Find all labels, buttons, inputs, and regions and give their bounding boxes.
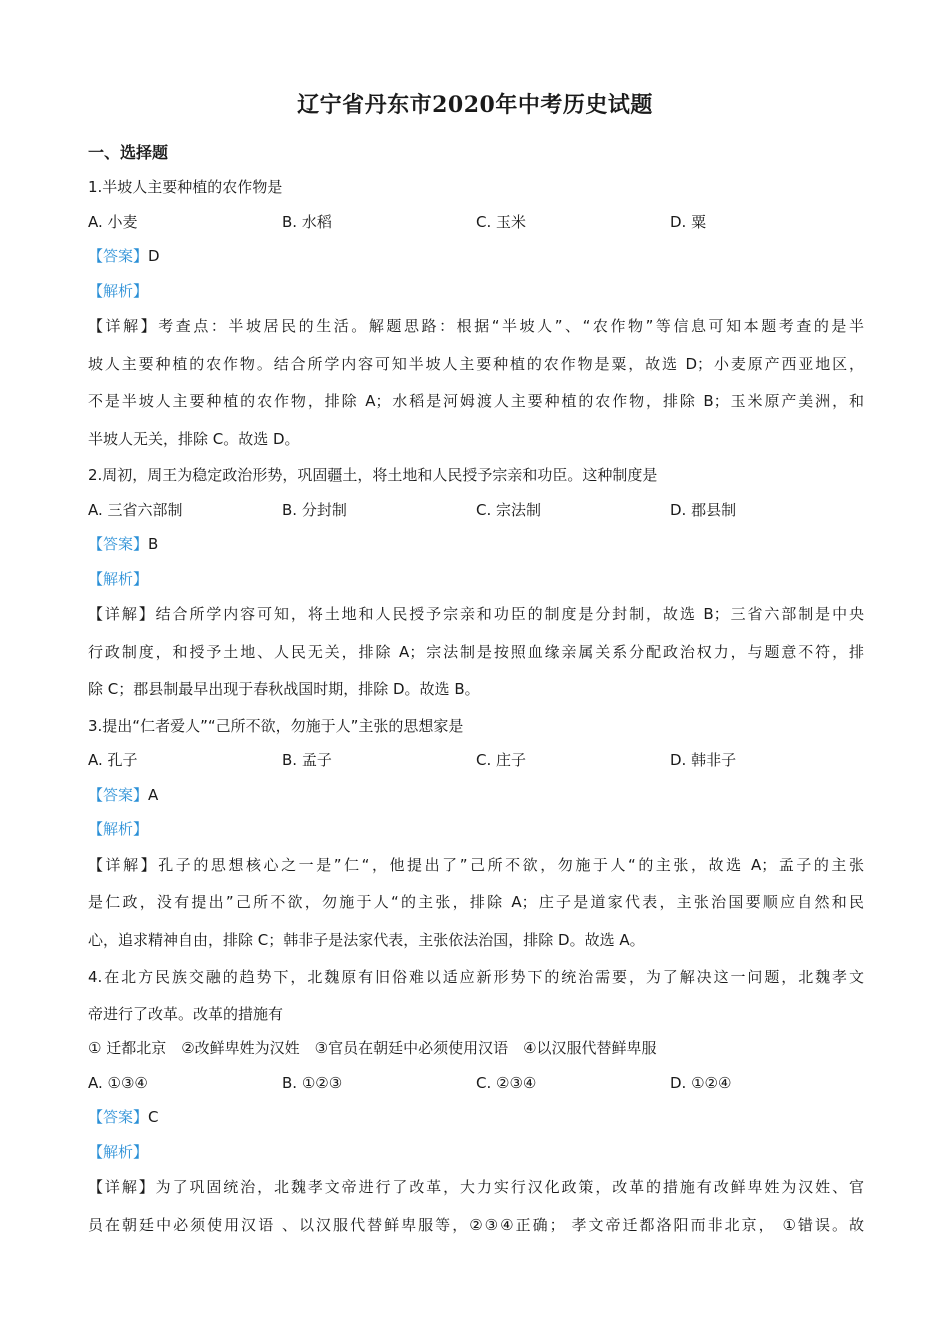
question-2-options <box>88 493 864 528</box>
question-1-options <box>88 205 864 240</box>
detail-line <box>88 1169 864 1207</box>
option-d: D. 郡县制 <box>670 500 737 519</box>
detail-text: 孔子的思想核心之一是”仁“，他提出了”己所不欲，勿施于人“的主张，故选 A；孟子的主张 <box>158 855 864 874</box>
answer-tag: 【答案】 <box>88 1108 149 1126</box>
option-a: A. ①③④ <box>88 1073 148 1092</box>
detail-line: 员在朝廷中必须使用汉语 、以汉服代替鲜卑服等，②③④正确； 孝文帝迁都洛阳而非北京， ①错误。故 <box>88 1215 864 1234</box>
analysis-tag: 【解析】 <box>88 1142 149 1161</box>
question-3-options <box>88 743 864 778</box>
answer-tag: 【答案】 <box>88 785 149 804</box>
option-c: C. 玉米 <box>476 212 527 231</box>
question-2-analysis <box>88 562 864 597</box>
question-3-stem: 3.提出“仁者爱人”“己所不欲，勿施于人”主张的思想家是 <box>88 716 464 735</box>
question-4-stem-line: 4.在北方民族交融的趋势下，北魏原有旧俗难以适应新形势下的统治需要，为了解决这一问题，北魏孝文 <box>88 968 864 986</box>
question-4-measures: ① 迁都北京 ②改鲜卑姓为汉姓 ③官员在朝廷中必须使用汉语 ④以汉服代替鲜卑服 <box>88 1039 657 1057</box>
detail-line <box>88 596 864 634</box>
detail-line <box>88 847 864 885</box>
question-4-answer <box>88 1100 864 1135</box>
option-d: D. 粟 <box>670 212 707 231</box>
question-1-analysis <box>88 274 864 309</box>
question-4-stem-line: 帝进行了改革。改革的措施有 <box>88 1004 284 1023</box>
detail-line: 除 C；郡县制最早出现于春秋战国时期，排除 D。故选 B。 <box>88 680 480 698</box>
option-d: D. 韩非子 <box>670 751 737 769</box>
question-2-answer <box>88 527 864 562</box>
page-title: 辽宁省丹东市2020年中考历史试题 <box>297 92 653 118</box>
answer-tag: 【答案】 <box>88 247 149 265</box>
option-a: A. 三省六部制 <box>88 500 183 519</box>
option-c: C. 庄子 <box>476 751 527 769</box>
question-4-options <box>88 1066 864 1101</box>
option-c: C. ②③④ <box>476 1073 537 1092</box>
answer-value: A <box>148 785 159 804</box>
question-1-answer <box>88 239 864 274</box>
option-d: D. ①②④ <box>670 1073 732 1092</box>
detail-line: 心，追求精神自由，排除 C；韩非子是法家代表，主张依法治国，排除 D。故选 A。 <box>88 930 645 949</box>
question-3 <box>88 709 864 960</box>
detail-text: 为了巩固统治，北魏孝文帝进行了改革，大力实行汉化政策，改革的措施有改鲜卑姓为汉姓、官 <box>155 1178 864 1196</box>
detail-line: 是仁政，没有提出”己所不欲，勿施于人“的主张，排除 A；庄子是道家代表，主张治国要顺应自然和民 <box>88 893 864 911</box>
detail-tag: 【详解】 <box>88 605 156 623</box>
answer-value: C <box>148 1108 159 1126</box>
answer-tag: 【答案】 <box>88 535 149 553</box>
question-4 <box>88 959 864 1244</box>
question-1 <box>88 170 864 458</box>
answer-value: B <box>148 535 159 553</box>
detail-line: 半坡人无关，排除 C。故选 D。 <box>88 429 300 448</box>
detail-line: 行政制度，和授予土地、人民无关，排除 A；宗法制是按照血缘亲属关系分配政治权力，与题意不符，排 <box>88 642 864 661</box>
detail-line: 不是半坡人主要种植的农作物，排除 A；水稻是河姆渡人主要种植的农作物，排除 B；玉米原产美洲，和 <box>88 392 864 410</box>
question-4-analysis <box>88 1135 864 1170</box>
analysis-tag: 【解析】 <box>88 569 149 588</box>
option-b: B. ①②③ <box>282 1073 343 1092</box>
detail-tag: 【详解】 <box>88 317 159 335</box>
detail-line: 坡人主要种植的农作物。结合所学内容可知半坡人主要种植的农作物是粟，故选 D；小麦原产西亚地区， <box>88 354 864 373</box>
question-2 <box>88 458 864 709</box>
question-1-stem: 1.半坡人主要种植的农作物是 <box>88 178 283 196</box>
question-3-answer <box>88 778 864 813</box>
detail-text: 考查点：半坡居民的生活。解题思路：根据“半坡人”、“农作物”等信息可知本题考查的是半 <box>158 317 864 335</box>
section-heading: 一、选择题 <box>88 143 169 162</box>
question-2-stem: 2.周初，周王为稳定政治形势，巩固疆土，将土地和人民授予宗亲和功臣。这种制度是 <box>88 466 658 484</box>
detail-line <box>88 308 864 346</box>
option-a: A. 小麦 <box>88 212 138 231</box>
analysis-tag: 【解析】 <box>88 281 149 300</box>
option-b: B. 分封制 <box>282 500 347 519</box>
option-b: B. 水稻 <box>282 212 332 231</box>
question-3-analysis <box>88 812 864 847</box>
analysis-tag: 【解析】 <box>88 820 149 838</box>
option-b: B. 孟子 <box>282 751 332 769</box>
answer-value: D <box>148 247 160 265</box>
detail-tag: 【详解】 <box>88 1178 156 1196</box>
option-c: C. 宗法制 <box>476 500 542 519</box>
option-a: A. 孔子 <box>88 751 138 769</box>
document-body <box>88 136 864 1244</box>
detail-text: 结合所学内容可知，将土地和人民授予宗亲和功臣的制度是分封制，故选 B；三省六部制是中央 <box>155 605 864 623</box>
detail-tag: 【详解】 <box>88 855 159 874</box>
